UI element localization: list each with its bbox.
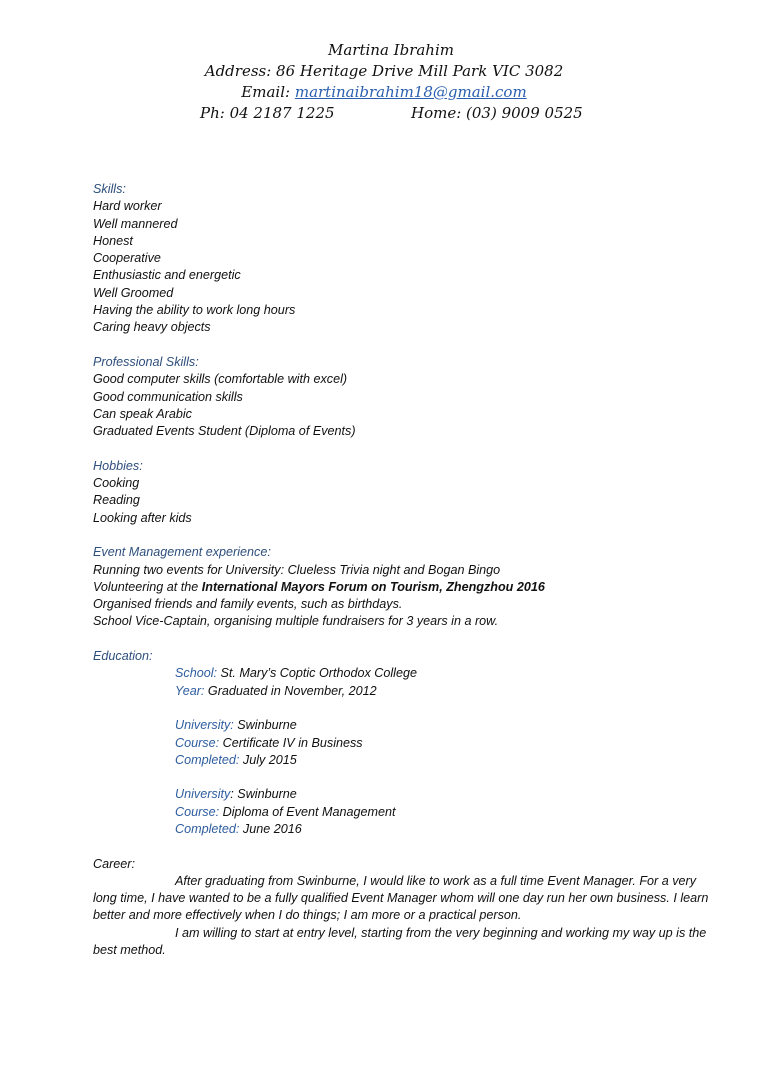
career-heading: Career: (93, 856, 135, 871)
completed-line (93, 821, 713, 838)
university-value: Swinburne (233, 718, 297, 733)
professional-skill-item: Good computer skills (comfortable with excel) (93, 372, 348, 387)
year-label: Year: (175, 683, 205, 698)
hobby-item: Reading (93, 493, 140, 508)
skill-item: Honest (93, 233, 133, 248)
school-value: St. Mary’s Coptic Orthodox College (217, 666, 417, 681)
experience-item (93, 579, 713, 596)
completed-value: June 2016 (239, 821, 302, 836)
course-value: Diploma of Event Management (219, 804, 396, 819)
skill-item: Cooperative (93, 251, 161, 266)
course-label: Course: (175, 804, 220, 819)
professional-skill-item: Can speak Arabic (93, 406, 192, 421)
education-heading: Education: (93, 649, 153, 664)
hobby-item: Looking after kids (93, 510, 192, 525)
professional-skill-item: Graduated Events Student (Diploma of Events) (93, 424, 356, 439)
year-value: Graduated in November, 2012 (204, 683, 377, 698)
experience-item: School Vice-Captain, organising multiple fundraisers for 3 years in a row. (93, 614, 499, 629)
course-label: Course: (175, 735, 220, 750)
email-link[interactable]: martinaibrahim18@gmail.com (294, 83, 527, 101)
course-line (93, 735, 713, 752)
career-paragraph: After graduating from Swinburne, I would like to work as a full time Event Manager. For a very long time, I have wanted to be a fully qualified Event Manager whom will one day run her own business. I learn better and more effectively when I do things; I am more or a practical person. (93, 873, 709, 923)
experience-item: Organised friends and family events, such as birthdays. (93, 597, 403, 612)
hobby-item: Cooking (93, 476, 140, 491)
university-line (93, 786, 713, 803)
resume-body (93, 181, 713, 959)
experience-text: Volunteering at the (93, 579, 202, 594)
applicant-name: Martina Ibrahim (328, 41, 454, 59)
experience-highlight: International Mayors Forum on Tourism, Zhengzhou 2016 (201, 579, 545, 594)
school-line (93, 665, 713, 682)
mobile-phone: Ph: 04 2187 1225 (200, 104, 335, 122)
skill-item: Caring heavy objects (93, 320, 211, 335)
skill-item: Well mannered (93, 216, 178, 231)
skill-item: Having the ability to work long hours (93, 303, 296, 318)
university-line (93, 717, 713, 734)
skill-item: Enthusiastic and energetic (93, 268, 241, 283)
email-label: Email: (241, 83, 295, 101)
hobbies-heading: Hobbies: (93, 458, 143, 473)
school-label: School: (175, 666, 218, 681)
course-line (93, 804, 713, 821)
university-label: University (175, 787, 231, 802)
event-experience-heading: Event Management experience: (93, 545, 271, 560)
home-phone: Home: (03) 9009 0525 (411, 104, 583, 122)
skills-heading: Skills: (93, 182, 126, 196)
professional-skills-heading: Professional Skills: (93, 354, 199, 369)
email-line (0, 82, 768, 103)
university-label: University: (175, 718, 234, 733)
skill-item: Well Groomed (93, 285, 174, 300)
year-line (93, 683, 713, 700)
career-paragraph: I am willing to start at entry level, starting from the very beginning and working my way up is the best method. (93, 925, 707, 958)
skill-item: Hard worker (93, 199, 162, 214)
phone-line (0, 103, 768, 124)
contact-header (0, 40, 768, 124)
university-value: : Swinburne (230, 787, 297, 802)
completed-label: Completed: (175, 752, 240, 767)
professional-skill-item: Good communication skills (93, 389, 243, 404)
completed-label: Completed: (175, 821, 240, 836)
completed-line (93, 752, 713, 769)
completed-value: July 2015 (239, 752, 297, 767)
course-value: Certificate IV in Business (219, 735, 363, 750)
address-line: Address: 86 Heritage Drive Mill Park VIC 3082 (204, 62, 564, 80)
experience-item: Running two events for University: Clueless Trivia night and Bogan Bingo (93, 562, 501, 577)
